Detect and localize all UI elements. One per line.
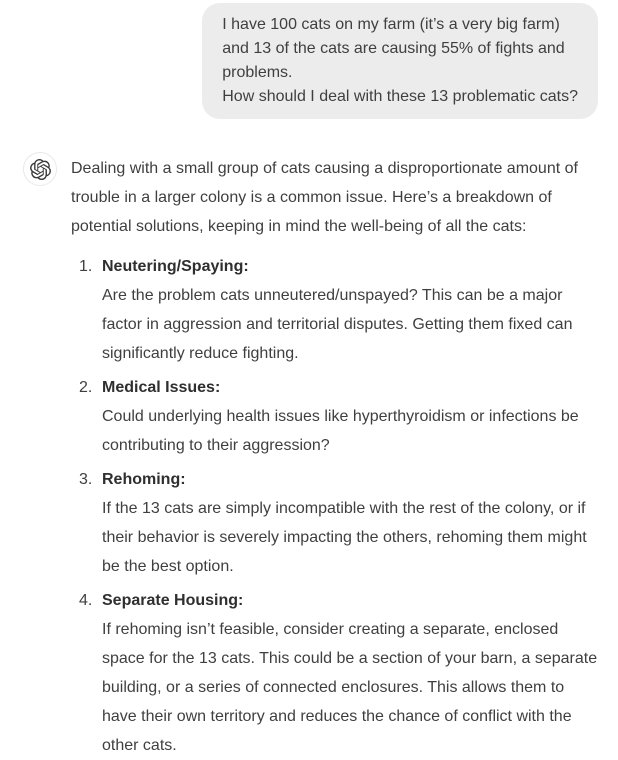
list-item-title: Rehoming: [102,471,186,488]
list-item-body-line: their behavior is severely impacting the others, rehoming them might [102,529,587,546]
list-item-body-line: contributing to their aggression? [102,437,330,454]
list-item-body-line: significantly reduce fighting. [102,345,299,362]
list-item-body-line: If rehoming isn’t feasible, consider creating a separate, enclosed [102,621,559,638]
user-message-line: How should I deal with these 13 problematic cats? [222,88,578,105]
assistant-message-row [0,152,618,760]
list-item-heading [71,586,597,615]
list-item-body-line: Could underlying health issues like hyperthyroidism or infections be [102,408,579,425]
list-item-separate-housing [71,586,597,760]
intro-line: Dealing with a small group of cats causing a disproportionate amount of [71,160,578,177]
list-item-title: Medical Issues: [102,379,221,396]
list-item-title: Separate Housing: [102,592,244,609]
list-item-medical [71,373,597,460]
user-message-line: problems. [222,64,293,81]
list-item-number: 4. [79,592,93,609]
intro-line: trouble in a larger colony is a common issue. Here’s a breakdown of [71,189,552,206]
user-message-line: and 13 of the cats are causing 55% of fights and [222,40,565,57]
list-item-heading [71,373,597,402]
user-message-row [0,0,618,119]
list-item-body-line: building, or a series of connected enclosures. This allows them to [102,679,565,696]
list-item-body-line: be the best option. [102,558,234,575]
list-item-title: Neutering/Spaying: [102,258,249,275]
intro-line: potential solutions, keeping in mind the well-being of all the cats: [71,218,527,235]
assistant-avatar [23,152,57,186]
user-message-bubble [202,3,598,119]
list-item-body-line: Are the problem cats unneutered/unspayed? This can be a major [102,287,563,304]
list-item-number: 3. [79,471,93,488]
list-item-rehoming [71,465,597,581]
list-item-heading [71,252,597,281]
user-message-line: I have 100 cats on my farm (it’s a very big farm) [222,16,560,33]
openai-logo-icon [30,159,51,180]
assistant-message-text [71,154,597,760]
list-item-neutering [71,252,597,368]
list-item-number: 1. [79,258,93,275]
list-item-body-line: have their own territory and reduces the chance of conflict with the [102,708,572,725]
list-item-body-line: space for the 13 cats. This could be a section of your barn, a separate [102,650,598,667]
list-item-body-line: other cats. [102,737,177,754]
assistant-intro-paragraph [71,154,597,241]
list-item-body-line: If the 13 cats are simply incompatible with the rest of the colony, or if [102,500,586,517]
list-item-heading [71,465,597,494]
list-item-number: 2. [79,379,93,396]
list-item-body-line: factor in aggression and territorial disputes. Getting them fixed can [102,316,573,333]
numbered-list [71,252,597,760]
